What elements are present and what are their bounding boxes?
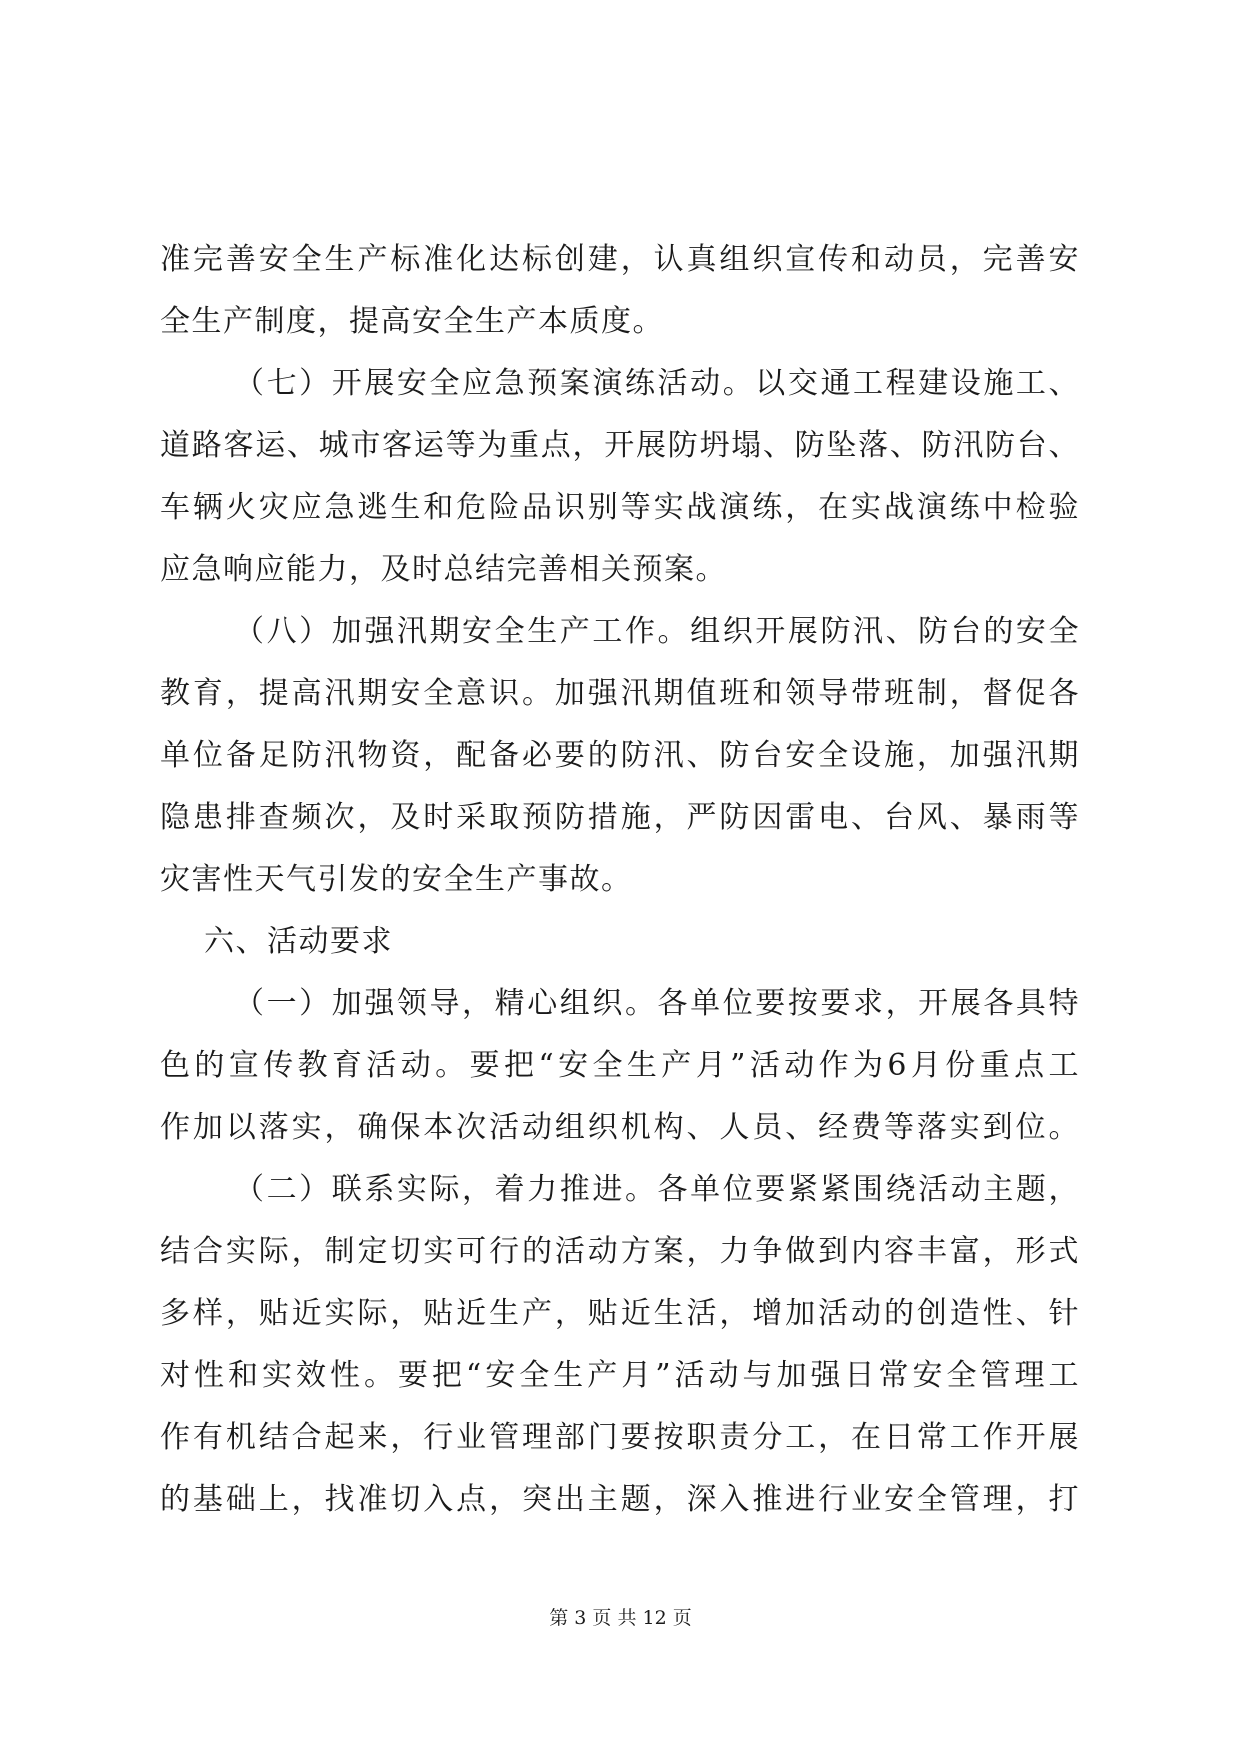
text-line: 作加以落实，确保本次活动组织机构、人员、经费等落实到位。 <box>160 1110 1080 1145</box>
page-footer: 第 3 页 共 12 页 <box>549 1607 692 1629</box>
text-line: 准完善安全生产标准化达标创建，认真组织宣传和动员，完善安 <box>160 242 1080 277</box>
text-line: 隐患排查频次，及时采取预防措施，严防因雷电、台风、暴雨等 <box>160 800 1080 835</box>
document-body <box>160 229 1080 1531</box>
text-line: 全生产制度，提高安全生产本质度。 <box>160 304 664 339</box>
paragraph-heading-line: （八）加强汛期安全生产工作。组织开展防汛、防台的安全 <box>234 614 1080 649</box>
text-line: 的基础上，找准切入点，突出主题，深入推进行业安全管理，打 <box>160 1482 1080 1517</box>
text-line: 灾害性天气引发的安全生产事故。 <box>160 862 633 897</box>
text-line: 教育，提高汛期安全意识。加强汛期值班和领导带班制，督促各 <box>160 676 1080 711</box>
section-heading: 六、活动要求 <box>204 924 393 959</box>
text-line: 多样，贴近实际，贴近生产，贴近生活，增加活动的创造性、针 <box>160 1296 1080 1331</box>
text-line: 车辆火灾应急逃生和危险品识别等实战演练，在实战演练中检验 <box>160 490 1080 525</box>
text-line: 单位备足防汛物资，配备必要的防汛、防台安全设施，加强汛期 <box>160 738 1080 773</box>
text-line: 色的宣传教育活动。要把“安全生产月”活动作为6月份重点工 <box>160 1048 1080 1083</box>
text-line: 结合实际，制定切实可行的活动方案，力争做到内容丰富，形式 <box>160 1234 1080 1269</box>
text-line: 作有机结合起来，行业管理部门要按职责分工，在日常工作开展 <box>160 1420 1080 1455</box>
text-line: 应急响应能力，及时总结完善相关预案。 <box>160 552 727 587</box>
paragraph-heading-line: （二）联系实际，着力推进。各单位要紧紧围绕活动主题， <box>234 1172 1080 1207</box>
paragraph-heading-line: （七）开展安全应急预案演练活动。以交通工程建设施工、 <box>234 366 1080 401</box>
text-line: 对性和实效性。要把“安全生产月”活动与加强日常安全管理工 <box>160 1358 1080 1393</box>
text-line: 道路客运、城市客运等为重点，开展防坍塌、防坠落、防汛防台、 <box>160 428 1080 463</box>
paragraph-heading-line: （一）加强领导，精心组织。各单位要按要求，开展各具特 <box>234 986 1080 1021</box>
